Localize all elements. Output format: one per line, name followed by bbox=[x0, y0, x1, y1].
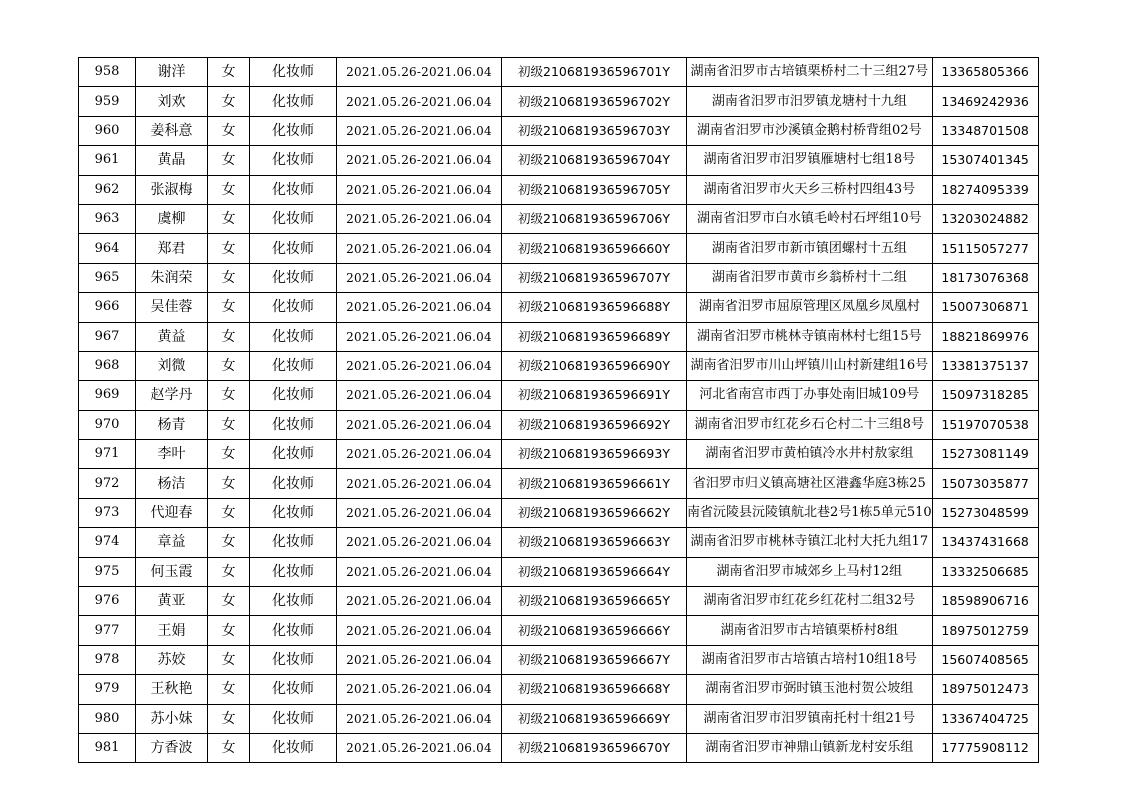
phone-cell: 13332506685 bbox=[932, 557, 1038, 586]
training-period-cell: 2021.05.26-2021.06.04 bbox=[337, 733, 502, 762]
address-text: 湖南省汨罗市新市镇团螺村十五组 bbox=[711, 240, 907, 256]
occupation-cell: 化妆师 bbox=[250, 58, 337, 87]
occupation-cell: 化妆师 bbox=[250, 116, 337, 145]
certificate-number-cell: 初级210681936596693Y bbox=[502, 440, 687, 469]
address-text: 湖南省汨罗市黄柏镇冷水井村敖家组 bbox=[705, 446, 914, 462]
address-text: 湖南省汨罗市桃林寺镇南林村七组15号 bbox=[697, 328, 922, 344]
address-text: 湖南省汨罗市黄市乡翁桥村十二组 bbox=[711, 269, 907, 285]
occupation-cell: 化妆师 bbox=[250, 528, 337, 557]
certificate-number-cell: 初级210681936596701Y bbox=[502, 58, 687, 87]
certificate-number-cell: 初级210681936596706Y bbox=[502, 204, 687, 233]
address-cell bbox=[687, 322, 933, 351]
address-cell bbox=[687, 175, 933, 204]
phone-cell: 15197070538 bbox=[932, 410, 1038, 439]
phone-cell: 15273048599 bbox=[932, 498, 1038, 527]
occupation-cell: 化妆师 bbox=[250, 351, 337, 380]
certificate-number-cell: 初级210681936596665Y bbox=[502, 587, 687, 616]
phone-cell: 15607408565 bbox=[932, 645, 1038, 674]
address-text: 湖南省汨罗市汨罗镇南托村十组21号 bbox=[703, 710, 916, 726]
phone-cell: 13365805366 bbox=[932, 58, 1038, 87]
training-period-cell: 2021.05.26-2021.06.04 bbox=[337, 322, 502, 351]
occupation-cell: 化妆师 bbox=[250, 675, 337, 704]
name-cell: 刘微 bbox=[136, 351, 208, 380]
phone-cell: 15307401345 bbox=[932, 146, 1038, 175]
name-cell: 苏小妹 bbox=[136, 704, 208, 733]
row-number: 959 bbox=[79, 87, 136, 116]
phone-cell: 18274095339 bbox=[932, 175, 1038, 204]
address-cell bbox=[687, 204, 933, 233]
table-row bbox=[79, 557, 1039, 586]
address-text: 湖南省汨罗市红花乡红花村二组32号 bbox=[703, 593, 916, 609]
gender-cell: 女 bbox=[208, 528, 250, 557]
table-row bbox=[79, 381, 1039, 410]
name-cell: 郑君 bbox=[136, 234, 208, 263]
training-period-cell: 2021.05.26-2021.06.04 bbox=[337, 204, 502, 233]
name-cell: 王娟 bbox=[136, 616, 208, 645]
occupation-cell: 化妆师 bbox=[250, 469, 337, 498]
gender-cell: 女 bbox=[208, 587, 250, 616]
training-period-cell: 2021.05.26-2021.06.04 bbox=[337, 469, 502, 498]
trainee-roster-table bbox=[78, 57, 1039, 763]
occupation-cell: 化妆师 bbox=[250, 263, 337, 292]
table-row bbox=[79, 146, 1039, 175]
row-number: 960 bbox=[79, 116, 136, 145]
row-number: 981 bbox=[79, 733, 136, 762]
phone-cell: 13437431668 bbox=[932, 528, 1038, 557]
occupation-cell: 化妆师 bbox=[250, 146, 337, 175]
occupation-cell: 化妆师 bbox=[250, 704, 337, 733]
certificate-number-cell: 初级210681936596704Y bbox=[502, 146, 687, 175]
table-row bbox=[79, 645, 1039, 674]
phone-cell: 15073035877 bbox=[932, 469, 1038, 498]
address-text: 湖南省汨罗市川山坪镇川山村新建组16号 bbox=[690, 358, 929, 374]
training-period-cell: 2021.05.26-2021.06.04 bbox=[337, 675, 502, 704]
gender-cell: 女 bbox=[208, 440, 250, 469]
row-number: 977 bbox=[79, 616, 136, 645]
address-cell bbox=[687, 616, 933, 645]
training-period-cell: 2021.05.26-2021.06.04 bbox=[337, 263, 502, 292]
row-number: 962 bbox=[79, 175, 136, 204]
gender-cell: 女 bbox=[208, 557, 250, 586]
training-period-cell: 2021.05.26-2021.06.04 bbox=[337, 616, 502, 645]
gender-cell: 女 bbox=[208, 351, 250, 380]
training-period-cell: 2021.05.26-2021.06.04 bbox=[337, 87, 502, 116]
address-text: 湖南省汨罗市白水镇毛岭村石坪组10号 bbox=[697, 211, 922, 227]
gender-cell: 女 bbox=[208, 733, 250, 762]
address-text: 湖南省汨罗市弼时镇玉池村贺公坡组 bbox=[705, 681, 914, 697]
gender-cell: 女 bbox=[208, 87, 250, 116]
address-text: 省汨罗市归义镇高塘社区港鑫华庭3栋25 bbox=[692, 475, 926, 491]
address-cell bbox=[687, 733, 933, 762]
name-cell: 苏姣 bbox=[136, 645, 208, 674]
address-text: 湖南省汨罗市沙溪镇金鹅村桥背组02号 bbox=[697, 122, 922, 138]
table-row bbox=[79, 733, 1039, 762]
address-text: 南省沅陵县沅陵镇航北巷2号1栋5单元510 bbox=[687, 505, 932, 521]
occupation-cell: 化妆师 bbox=[250, 616, 337, 645]
gender-cell: 女 bbox=[208, 704, 250, 733]
row-number: 972 bbox=[79, 469, 136, 498]
table-row bbox=[79, 587, 1039, 616]
training-period-cell: 2021.05.26-2021.06.04 bbox=[337, 146, 502, 175]
training-period-cell: 2021.05.26-2021.06.04 bbox=[337, 587, 502, 616]
table-row bbox=[79, 87, 1039, 116]
occupation-cell: 化妆师 bbox=[250, 87, 337, 116]
table-row bbox=[79, 469, 1039, 498]
occupation-cell: 化妆师 bbox=[250, 204, 337, 233]
table-row bbox=[79, 293, 1039, 322]
certificate-number-cell: 初级210681936596660Y bbox=[502, 234, 687, 263]
table-row bbox=[79, 322, 1039, 351]
occupation-cell: 化妆师 bbox=[250, 557, 337, 586]
table-row bbox=[79, 351, 1039, 380]
row-number: 973 bbox=[79, 498, 136, 527]
address-cell bbox=[687, 704, 933, 733]
gender-cell: 女 bbox=[208, 645, 250, 674]
address-text: 湖南省汨罗市古培镇古培村10组18号 bbox=[701, 652, 917, 667]
phone-cell: 15273081149 bbox=[932, 440, 1038, 469]
row-number: 978 bbox=[79, 645, 136, 674]
certificate-number-cell: 初级210681936596690Y bbox=[502, 351, 687, 380]
training-period-cell: 2021.05.26-2021.06.04 bbox=[337, 557, 502, 586]
training-period-cell: 2021.05.26-2021.06.04 bbox=[337, 58, 502, 87]
row-number: 979 bbox=[79, 675, 136, 704]
name-cell: 代迎春 bbox=[136, 498, 208, 527]
name-cell: 黄益 bbox=[136, 322, 208, 351]
name-cell: 刘欢 bbox=[136, 87, 208, 116]
certificate-number-cell: 初级210681936596689Y bbox=[502, 322, 687, 351]
occupation-cell: 化妆师 bbox=[250, 440, 337, 469]
address-cell bbox=[687, 557, 933, 586]
roster-body bbox=[79, 58, 1039, 763]
gender-cell: 女 bbox=[208, 175, 250, 204]
table-row bbox=[79, 528, 1039, 557]
name-cell: 朱润荣 bbox=[136, 263, 208, 292]
certificate-number-cell: 初级210681936596667Y bbox=[502, 645, 687, 674]
training-period-cell: 2021.05.26-2021.06.04 bbox=[337, 351, 502, 380]
training-period-cell: 2021.05.26-2021.06.04 bbox=[337, 116, 502, 145]
row-number: 976 bbox=[79, 587, 136, 616]
address-text: 湖南省汨罗市火天乡三桥村四组43号 bbox=[703, 181, 916, 197]
table-row bbox=[79, 234, 1039, 263]
occupation-cell: 化妆师 bbox=[250, 587, 337, 616]
phone-cell: 15115057277 bbox=[932, 234, 1038, 263]
address-cell bbox=[687, 498, 933, 527]
gender-cell: 女 bbox=[208, 410, 250, 439]
address-cell bbox=[687, 87, 933, 116]
row-number: 961 bbox=[79, 146, 136, 175]
certificate-number-cell: 初级210681936596666Y bbox=[502, 616, 687, 645]
row-number: 971 bbox=[79, 440, 136, 469]
occupation-cell: 化妆师 bbox=[250, 410, 337, 439]
table-row bbox=[79, 410, 1039, 439]
address-cell bbox=[687, 645, 933, 674]
gender-cell: 女 bbox=[208, 58, 250, 87]
table-row bbox=[79, 675, 1039, 704]
occupation-cell: 化妆师 bbox=[250, 645, 337, 674]
address-cell bbox=[687, 381, 933, 410]
table-row bbox=[79, 263, 1039, 292]
gender-cell: 女 bbox=[208, 381, 250, 410]
phone-cell: 13381375137 bbox=[932, 351, 1038, 380]
address-cell bbox=[687, 293, 933, 322]
certificate-number-cell: 初级210681936596705Y bbox=[502, 175, 687, 204]
address-cell bbox=[687, 116, 933, 145]
address-cell bbox=[687, 675, 933, 704]
gender-cell: 女 bbox=[208, 116, 250, 145]
certificate-number-cell: 初级210681936596707Y bbox=[502, 263, 687, 292]
row-number: 968 bbox=[79, 351, 136, 380]
address-cell bbox=[687, 440, 933, 469]
certificate-number-cell: 初级210681936596702Y bbox=[502, 87, 687, 116]
gender-cell: 女 bbox=[208, 146, 250, 175]
row-number: 970 bbox=[79, 410, 136, 439]
training-period-cell: 2021.05.26-2021.06.04 bbox=[337, 440, 502, 469]
training-period-cell: 2021.05.26-2021.06.04 bbox=[337, 381, 502, 410]
address-cell bbox=[687, 263, 933, 292]
row-number: 974 bbox=[79, 528, 136, 557]
row-number: 966 bbox=[79, 293, 136, 322]
phone-cell: 15097318285 bbox=[932, 381, 1038, 410]
address-text: 湖南省汨罗市城郊乡上马村12组 bbox=[716, 563, 903, 579]
phone-cell: 13348701508 bbox=[932, 116, 1038, 145]
occupation-cell: 化妆师 bbox=[250, 498, 337, 527]
address-text: 湖南省汨罗市神鼎山镇新龙村安乐组 bbox=[705, 740, 914, 756]
phone-cell: 18975012759 bbox=[932, 616, 1038, 645]
occupation-cell: 化妆师 bbox=[250, 322, 337, 351]
row-number: 969 bbox=[79, 381, 136, 410]
name-cell: 吴佳蓉 bbox=[136, 293, 208, 322]
gender-cell: 女 bbox=[208, 293, 250, 322]
name-cell: 谢洋 bbox=[136, 58, 208, 87]
gender-cell: 女 bbox=[208, 616, 250, 645]
certificate-number-cell: 初级210681936596662Y bbox=[502, 498, 687, 527]
address-text: 湖南省汨罗市汨罗镇龙塘村十九组 bbox=[711, 93, 907, 109]
gender-cell: 女 bbox=[208, 322, 250, 351]
row-number: 958 bbox=[79, 58, 136, 87]
name-cell: 杨洁 bbox=[136, 469, 208, 498]
address-cell bbox=[687, 587, 933, 616]
name-cell: 李叶 bbox=[136, 440, 208, 469]
address-cell bbox=[687, 234, 933, 263]
roster-sheet bbox=[78, 57, 1039, 763]
phone-cell: 13469242936 bbox=[932, 87, 1038, 116]
certificate-number-cell: 初级210681936596691Y bbox=[502, 381, 687, 410]
certificate-number-cell: 初级210681936596703Y bbox=[502, 116, 687, 145]
training-period-cell: 2021.05.26-2021.06.04 bbox=[337, 234, 502, 263]
occupation-cell: 化妆师 bbox=[250, 175, 337, 204]
table-row bbox=[79, 616, 1039, 645]
table-row bbox=[79, 704, 1039, 733]
gender-cell: 女 bbox=[208, 204, 250, 233]
occupation-cell: 化妆师 bbox=[250, 381, 337, 410]
address-cell bbox=[687, 528, 933, 557]
address-cell bbox=[687, 469, 933, 498]
table-row bbox=[79, 58, 1039, 87]
table-row bbox=[79, 204, 1039, 233]
name-cell: 黄亚 bbox=[136, 587, 208, 616]
phone-cell: 15007306871 bbox=[932, 293, 1038, 322]
occupation-cell: 化妆师 bbox=[250, 234, 337, 263]
certificate-number-cell: 初级210681936596692Y bbox=[502, 410, 687, 439]
phone-cell: 18821869976 bbox=[932, 322, 1038, 351]
gender-cell: 女 bbox=[208, 263, 250, 292]
training-period-cell: 2021.05.26-2021.06.04 bbox=[337, 410, 502, 439]
address-cell bbox=[687, 351, 933, 380]
address-cell bbox=[687, 146, 933, 175]
name-cell: 何玉霞 bbox=[136, 557, 208, 586]
phone-cell: 18598906716 bbox=[932, 587, 1038, 616]
training-period-cell: 2021.05.26-2021.06.04 bbox=[337, 175, 502, 204]
address-cell bbox=[687, 410, 933, 439]
gender-cell: 女 bbox=[208, 234, 250, 263]
address-text: 湖南省汨罗市古培镇栗桥村二十三组27号 bbox=[690, 64, 929, 80]
table-row bbox=[79, 440, 1039, 469]
name-cell: 姜科意 bbox=[136, 116, 208, 145]
name-cell: 赵学丹 bbox=[136, 381, 208, 410]
name-cell: 黄晶 bbox=[136, 146, 208, 175]
occupation-cell: 化妆师 bbox=[250, 293, 337, 322]
gender-cell: 女 bbox=[208, 469, 250, 498]
row-number: 963 bbox=[79, 204, 136, 233]
phone-cell: 17775908112 bbox=[932, 733, 1038, 762]
certificate-number-cell: 初级210681936596661Y bbox=[502, 469, 687, 498]
address-text: 湖南省汨罗市屈原管理区凤凰乡凤凰村 bbox=[698, 299, 920, 315]
address-text: 湖南省汨罗市桃林寺镇江北村大托九组17 bbox=[690, 534, 929, 550]
row-number: 967 bbox=[79, 322, 136, 351]
certificate-number-cell: 初级210681936596663Y bbox=[502, 528, 687, 557]
row-number: 975 bbox=[79, 557, 136, 586]
training-period-cell: 2021.05.26-2021.06.04 bbox=[337, 293, 502, 322]
phone-cell: 18975012473 bbox=[932, 675, 1038, 704]
name-cell: 虞柳 bbox=[136, 204, 208, 233]
name-cell: 王秋艳 bbox=[136, 675, 208, 704]
name-cell: 杨青 bbox=[136, 410, 208, 439]
address-text: 湖南省汨罗市汨罗镇雁塘村七组18号 bbox=[703, 152, 916, 168]
row-number: 964 bbox=[79, 234, 136, 263]
gender-cell: 女 bbox=[208, 498, 250, 527]
certificate-number-cell: 初级210681936596688Y bbox=[502, 293, 687, 322]
address-text: 湖南省汨罗市红花乡石仑村二十三组8号 bbox=[694, 416, 924, 432]
name-cell: 张淑梅 bbox=[136, 175, 208, 204]
phone-cell: 13203024882 bbox=[932, 204, 1038, 233]
name-cell: 章益 bbox=[136, 528, 208, 557]
address-text: 湖南省汨罗市古培镇栗桥村8组 bbox=[720, 622, 898, 638]
address-cell bbox=[687, 58, 933, 87]
address-text: 河北省南宫市西丁办事处南旧城109号 bbox=[699, 387, 920, 403]
row-number: 965 bbox=[79, 263, 136, 292]
gender-cell: 女 bbox=[208, 675, 250, 704]
training-period-cell: 2021.05.26-2021.06.04 bbox=[337, 704, 502, 733]
training-period-cell: 2021.05.26-2021.06.04 bbox=[337, 498, 502, 527]
occupation-cell: 化妆师 bbox=[250, 733, 337, 762]
name-cell: 方香波 bbox=[136, 733, 208, 762]
phone-cell: 13367404725 bbox=[932, 704, 1038, 733]
phone-cell: 18173076368 bbox=[932, 263, 1038, 292]
table-row bbox=[79, 175, 1039, 204]
training-period-cell: 2021.05.26-2021.06.04 bbox=[337, 528, 502, 557]
row-number: 980 bbox=[79, 704, 136, 733]
table-row bbox=[79, 116, 1039, 145]
certificate-number-cell: 初级210681936596668Y bbox=[502, 675, 687, 704]
table-row bbox=[79, 498, 1039, 527]
certificate-number-cell: 初级210681936596670Y bbox=[502, 733, 687, 762]
certificate-number-cell: 初级210681936596669Y bbox=[502, 704, 687, 733]
training-period-cell: 2021.05.26-2021.06.04 bbox=[337, 645, 502, 674]
certificate-number-cell: 初级210681936596664Y bbox=[502, 557, 687, 586]
